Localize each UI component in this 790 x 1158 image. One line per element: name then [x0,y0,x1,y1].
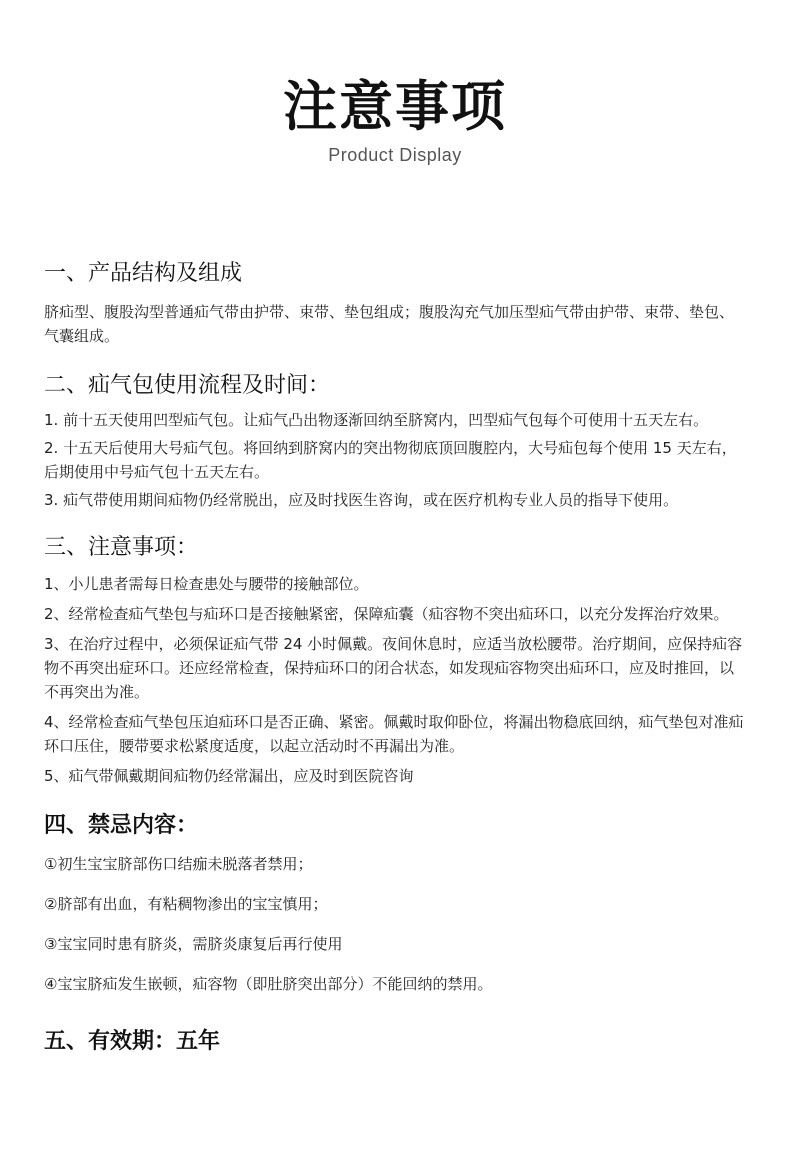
section-heading-structure: 一、产品结构及组成 [44,261,243,286]
structure-text: 脐疝型、腹股沟型普通疝气带由护带、束带、垫包组成；腹股沟充气加压型疝气带由护带、束带、垫包、气囊组成。 [44,303,735,345]
notes-item: 1、小儿患者需每日检查患处与腰带的接触部位。 [44,575,369,593]
usage-item: 1. 前十五天使用凹型疝气包。让疝气凸出物逐渐回纳至脐窝内，凹型疝气包每个可使用十五天左右。 [44,411,709,429]
contraindication-item: ③宝宝同时患有脐炎，需脐炎康复后再行使用 [44,935,343,953]
contraindication-item: ④宝宝脐疝发生嵌顿，疝容物（即肚脐突出部分）不能回纳的禁用。 [44,975,493,993]
notes-item: 5、疝气带佩戴期间疝物仍经常漏出，应及时到医院咨询 [44,767,414,785]
usage-item: 2. 十五天后使用大号疝气包。将回纳到脐窝内的突出物彻底顶回腹腔内，大号疝包每个使用 15 天左右，后期使用中号疝气包十五天左右。 [44,439,737,481]
content [44,258,744,1058]
section-heading-contraindications: 四、禁忌内容： [44,813,199,838]
notes-item: 2、经常检查疝气垫包与疝环口是否接触紧密，保障疝囊（疝容物不突出疝环口，以充分发挥治疗效果。 [44,605,729,623]
notes-item: 4、经常检查疝气垫包压迫疝环口是否正确、紧密。佩戴时取仰卧位，将漏出物稳底回纳，疝气垫包对准疝环口压住，腰带要求松紧度适度，以起立活动时不再漏出为准。 [44,713,744,755]
section-heading-validity: 五、有效期：五年 [44,1029,221,1054]
usage-item: 3. 疝气带使用期间疝物仍经常脱出，应及时找医生咨询，或在医疗机构专业人员的指导下使用。 [44,491,679,509]
contraindication-item: ②脐部有出血，有粘稠物渗出的宝宝慎用； [44,895,328,913]
page-title: 注意事项 [283,75,507,138]
page-subtitle: Product Display [328,145,462,165]
section-heading-notes: 三、注意事项： [44,535,199,560]
section-heading-usage: 二、疝气包使用流程及时间： [44,373,331,398]
notes-item: 3、在治疗过程中，必须保证疝气带 24 小时佩戴。夜间休息时，应适当放松腰带。治疗期间，应保持疝容物不再突出症环口。还应经常检查，保持疝环口的闭合状态，如发现疝容物突出疝环口，应及时推回，以不再突出为准。 [44,635,743,701]
contraindication-item: ①初生宝宝脐部伤口结痂未脱落者禁用； [44,855,313,873]
